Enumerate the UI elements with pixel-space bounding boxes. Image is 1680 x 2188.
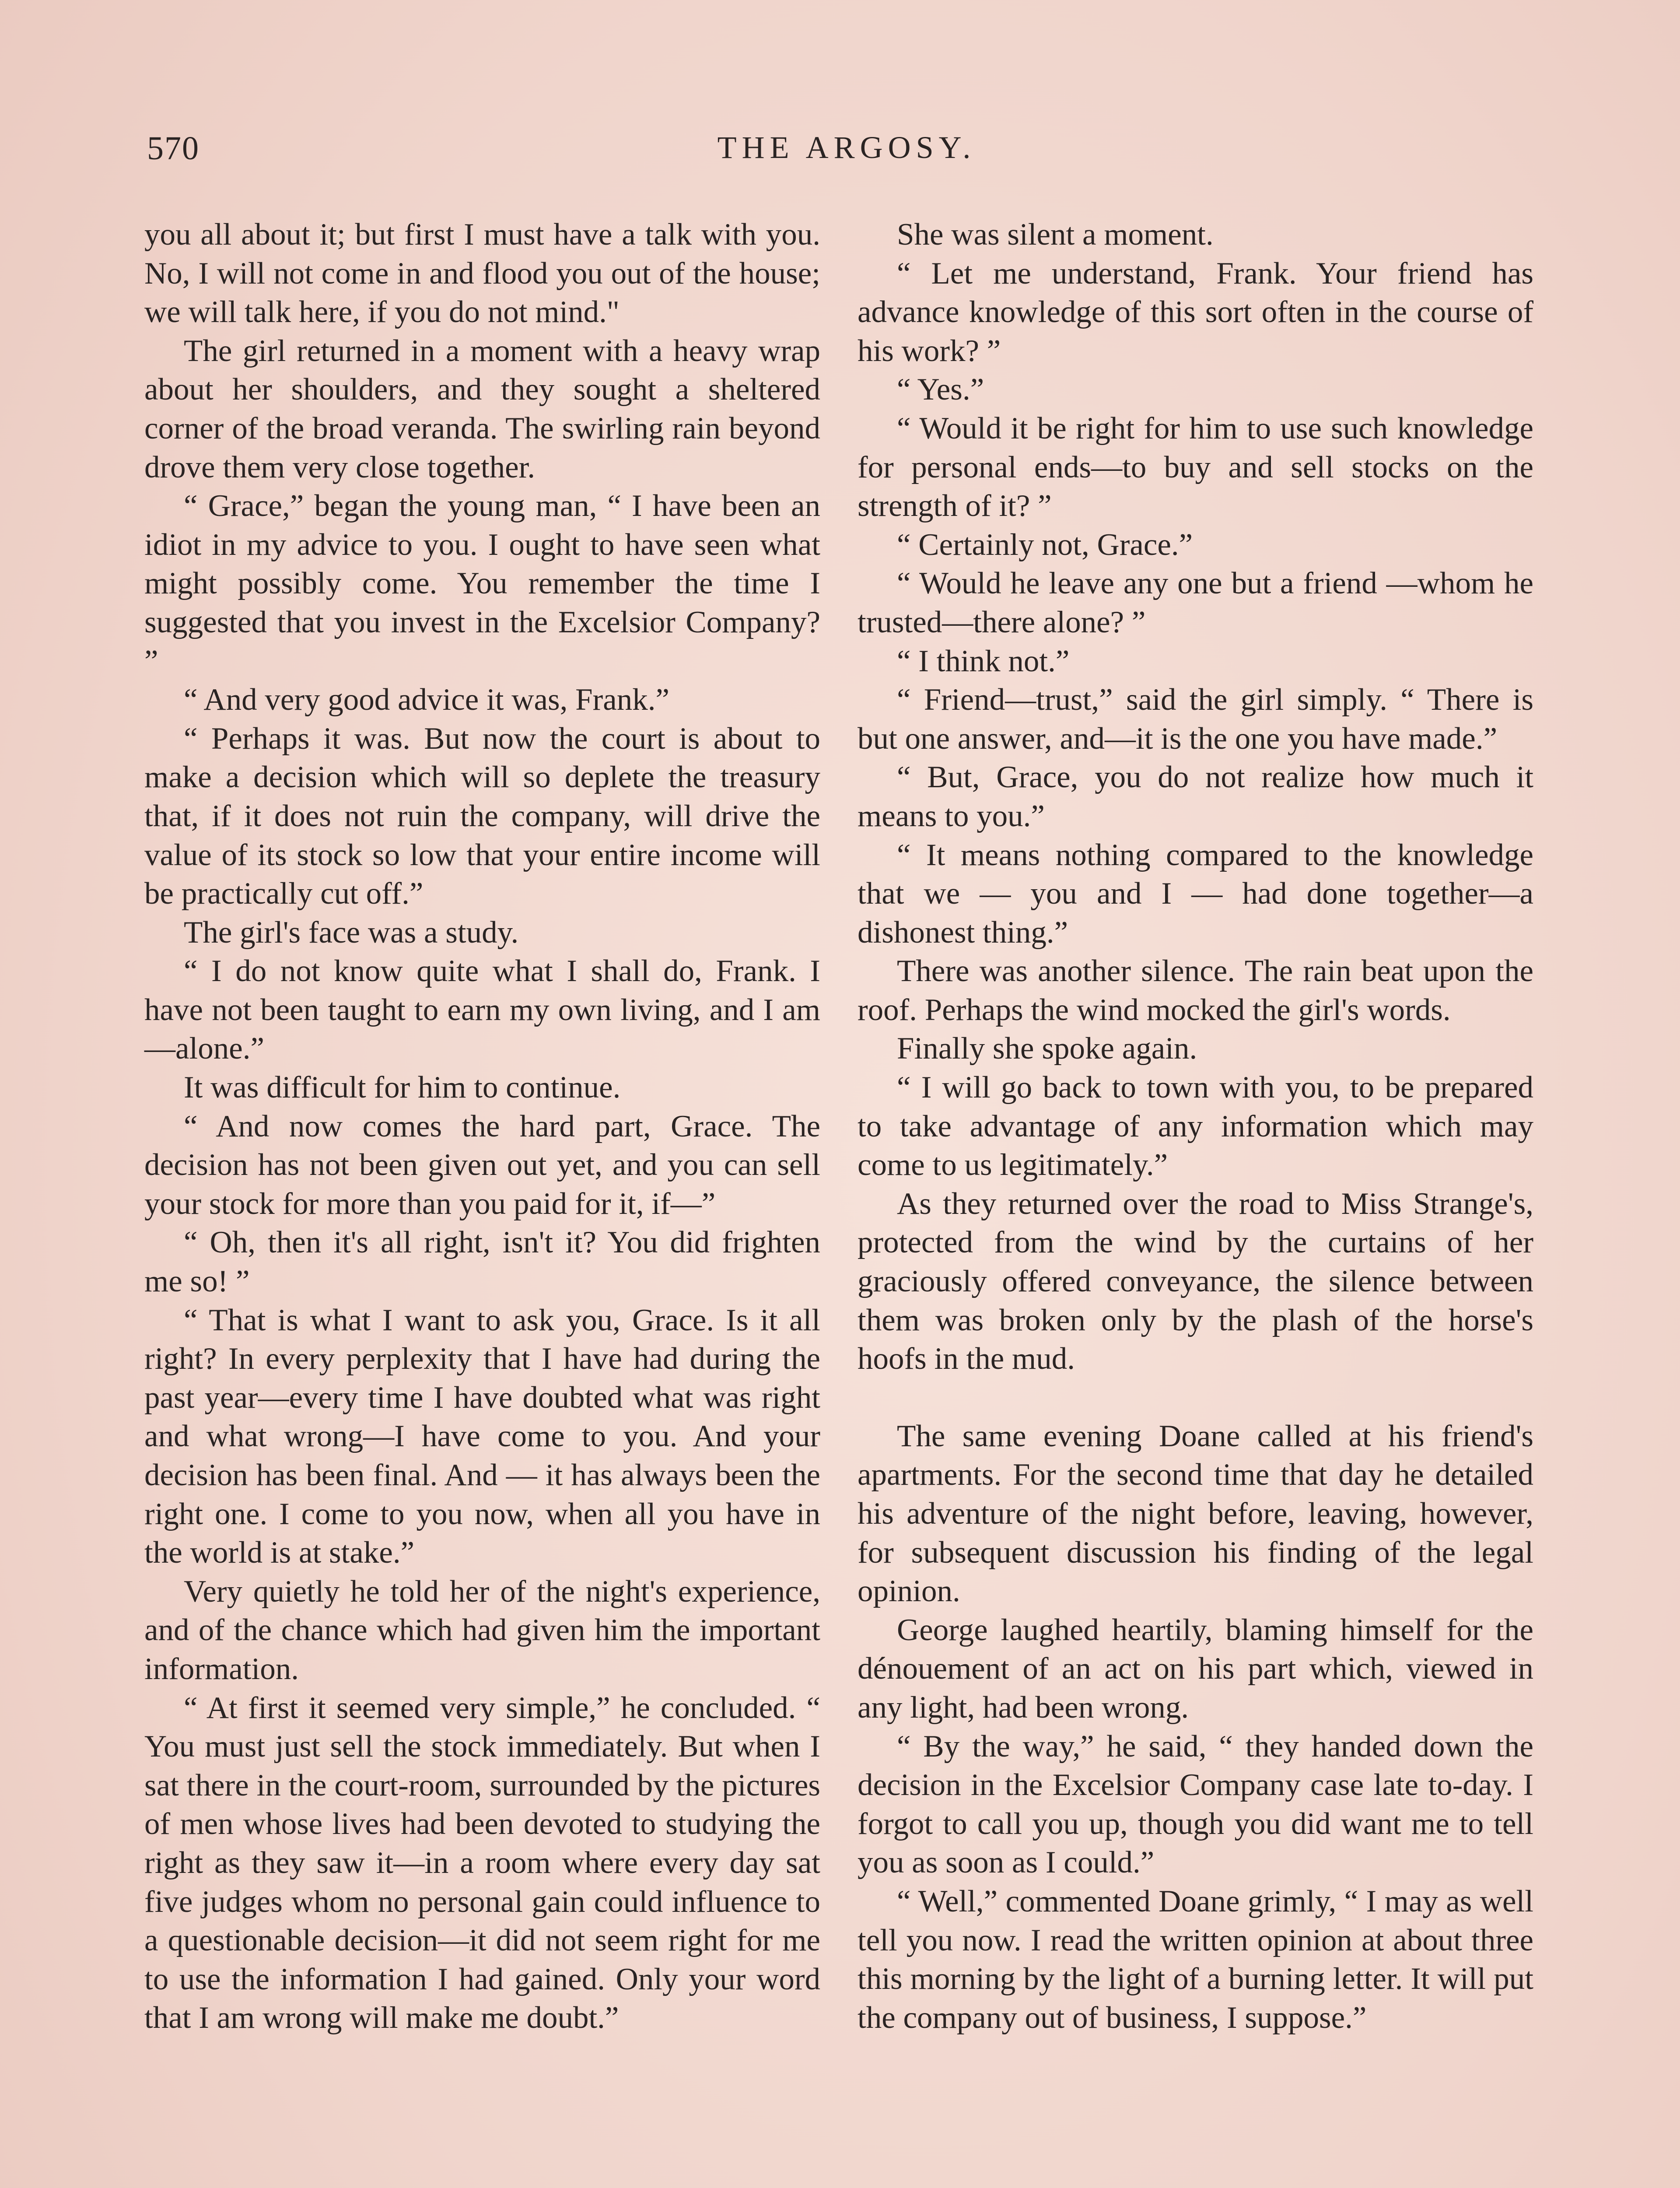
paragraph: “ And very good advice it was, Frank.”: [184, 683, 670, 717]
paragraph: “ At first it seemed very simple,” he concluded. “ You must just sell the stock immediately. But when I sat there in the court-room, surrounded by the pictures of men whose lives had been devoted to studying the right as they saw it—in a room where every day sat five judges whom no personal gain could influence to a questionable decision—it did not seem right for me to use the information I had gained. Only your word that I am wrong will make me doubt.”: [144, 1690, 820, 2035]
paragraph: “ Oh, then it's all right, isn't it? You did frighten me so! ”: [144, 1225, 820, 1299]
paragraph: “ I will go back to town with you, to be prepared to take advantage of any information which may come to us legitimately.”: [858, 1070, 1533, 1182]
left-column: [144, 215, 820, 2037]
paragraph: “ It means nothing compared to the knowledge that we — you and I — had done together—a dishonest thing.”: [858, 838, 1533, 950]
paragraph: George laughed heartily, blaming himself for the dénouement of an act on his part which, viewed in any light, had been wrong.: [858, 1613, 1533, 1725]
paragraph: “ But, Grace, you do not realize how much it means to you.”: [858, 760, 1533, 833]
paragraph: She was silent a moment.: [897, 217, 1214, 252]
paragraph: “ I do not know quite what I shall do, Frank. I have not been taught to earn my own living, and I am—alone.”: [144, 954, 820, 1066]
paragraph: The girl's face was a study.: [184, 915, 519, 950]
page-number: 570: [147, 130, 200, 167]
paragraph: “ Would it be right for him to use such knowledge for personal ends—to buy and sell stocks on the strength of it? ”: [858, 411, 1533, 523]
paragraph: you all about it; but first I must have a talk with you. No, I will not come in and flood you out of the house; we will talk here, if you do not mind.": [144, 217, 820, 330]
paragraph: “ Certainly not, Grace.”: [897, 527, 1193, 562]
paragraph: “ Well,” commented Doane grimly, “ I may as well tell you now. I read the written opinion at about three this morning by the light of a burning letter. It will put the company out of business, I suppose.”: [858, 1884, 1533, 2035]
paragraph: “ Yes.”: [897, 372, 984, 407]
paragraph: “ Let me understand, Frank. Your friend has advance knowledge of this sort often in the course of his work? ”: [858, 256, 1533, 368]
running-title: THE ARGOSY.: [717, 130, 976, 165]
right-column: [858, 215, 1533, 2037]
paragraph: Very quietly he told her of the night's experience, and of the chance which had given him the important information.: [144, 1574, 820, 1686]
paragraph: As they returned over the road to Miss Strange's, protected from the wind by the curtains of her graciously offered conveyance, the silence between them was broken only by the plash of the horse's hoofs in the mud.: [858, 1186, 1533, 1376]
paragraph: “ By the way,” he said, “ they handed down the decision in the Excelsior Company case late to-day. I forgot to call you up, though you did want me to tell you as soon as I could.”: [858, 1729, 1533, 1880]
page-header: [140, 130, 1553, 178]
paragraph: “ I think not.”: [897, 644, 1070, 678]
paragraph: “ And now comes the hard part, Grace. The decision has not been given out yet, and you can sell your stock for more than you paid for it, if—”: [144, 1109, 820, 1221]
paragraph: “ That is what I want to ask you, Grace. Is it all right? In every perplexity that I have had during the past year—every time I have doubted what was right and what wrong—I have come to you. And your decision has been final. And — it has always been the right one. I come to you now, when all you have in the world is at stake.”: [144, 1303, 820, 1570]
paragraph: The same evening Doane called at his friend's apartments. For the second time that day he detailed his adventure of the night before, leaving, however, for subsequent discussion his finding of the legal opinion.: [858, 1419, 1533, 1609]
paragraph: “ Friend—trust,” said the girl simply. “ There is but one answer, and—it is the one you have made.”: [858, 683, 1533, 756]
paragraph: “ Would he leave any one but a friend —whom he trusted—there alone? ”: [858, 566, 1533, 639]
paragraph: There was another silence. The rain beat upon the roof. Perhaps the wind mocked the girl's words.: [858, 954, 1533, 1027]
paragraph: The girl returned in a moment with a heavy wrap about her shoulders, and they sought a sheltered corner of the broad veranda. The swirling rain beyond drove them very close together.: [144, 333, 820, 484]
paragraph: “ Grace,” began the young man, “ I have been an idiot in my advice to you. I ought to have seen what might possibly come. You remember the time I suggested that you invest in the Excelsior Company? ”: [144, 489, 820, 678]
paragraph: Finally she spoke again.: [897, 1031, 1197, 1066]
paragraph: It was difficult for him to continue.: [184, 1070, 621, 1105]
paragraph: “ Perhaps it was. But now the court is about to make a decision which will so deplete the treasury that, if it does not ruin the company, will drive the value of its stock so low that your entire income will be practically cut off.”: [144, 721, 820, 911]
